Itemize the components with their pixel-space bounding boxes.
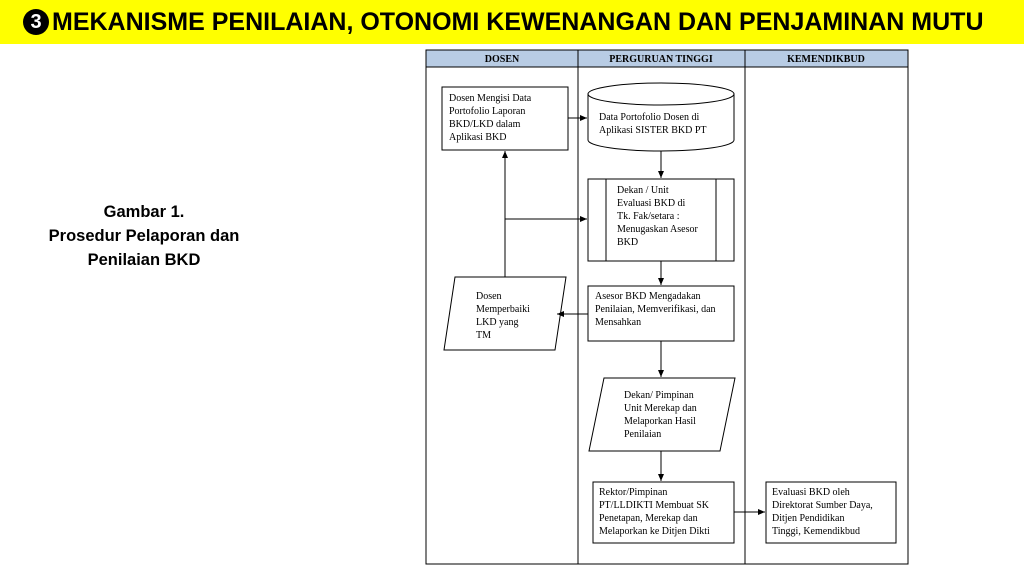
- lane-header-dosen: DOSEN: [484, 54, 520, 65]
- caption-line-2: Prosedur Pelaporan dan: [48, 227, 240, 245]
- node-dosen-memperbaiki-label: Dosen Memperbaiki LKD yang TM: [476, 291, 530, 341]
- node-asesor-label: Asesor BKD Mengadakan Penilaian, Memverifikasi, dan Mensahkan: [595, 291, 716, 328]
- caption-line-3: Penilaian BKD: [87, 251, 201, 269]
- caption-line-1: Gambar 1.: [103, 203, 185, 221]
- node-evaluasi-label: Evaluasi BKD oleh Direktorat Sumber Daya, Ditjen Pendidikan Tinggi, Kemendikbud: [772, 487, 873, 537]
- section-number-badge: 3: [23, 9, 49, 35]
- node-dekan-unit-label: Dekan / Unit Evaluasi BKD di Tk. Fak/setara : Menugaskan Asesor BKD: [617, 185, 698, 248]
- lane-header-kemendikbud: KEMENDIKBUD: [787, 54, 865, 65]
- node-dekan-pimpinan-label: Dekan/ Pimpinan Unit Merekap dan Melaporkan Hasil Penilaian: [624, 390, 697, 440]
- lane-header-perguruan-tinggi: PERGURUAN TINGGI: [609, 54, 713, 65]
- node-dekan-pimpinan: [589, 378, 735, 451]
- node-dosen-mengisi-label: Dosen Mengisi Data Portofolio Laporan BKD/LKD dalam Aplikasi BKD: [449, 93, 532, 143]
- node-data-portofolio-label: Data Portofolio Dosen di Aplikasi SISTER BKD PT: [599, 112, 707, 136]
- node-rektor-label: Rektor/Pimpinan PT/LLDIKTI Membuat SK Penetapan, Merekap dan Melaporkan ke Ditjen Dikti: [599, 487, 710, 537]
- slide-title: MEKANISME PENILAIAN, OTONOMI KEWENANGAN DAN PENJAMINAN MUTU: [52, 7, 984, 36]
